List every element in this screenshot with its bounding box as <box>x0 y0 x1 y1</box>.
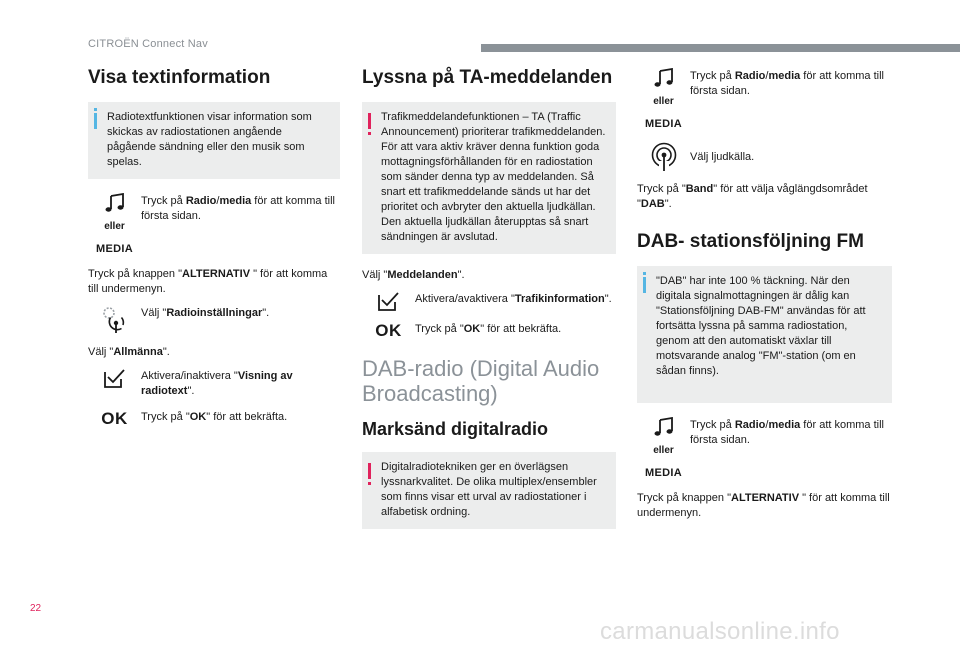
warning-text: Trafikmeddelandefunktionen – TA (Traffic Announcement) prioriterar trafikmeddelanden. För att vara aktiv kräver denna funktion goda mottagningsförhållanden för en radiostation som sänder denna typ av meddelanden. Så snart ett trafikmeddelande sänds ut har det prioritet och avbryter den aktuella ljudkällan. Den aktuella ljudkällan återupptas så snart sändningen är avslutad. <box>381 111 606 243</box>
header-bar <box>481 44 960 52</box>
ok-icon: OK <box>101 409 128 428</box>
warning-text: Digitalradiotekniken ger en överlägsen lyssnarkvalitet. De olika multiplex/ensembler som finns visar ett urval av radiostationer i alfabetisk ordning. <box>381 461 597 518</box>
media-label: MEDIA <box>645 467 682 479</box>
column-3 <box>637 62 892 529</box>
step-text: Tryck på Radio/media för att komma till första sidan. <box>690 70 884 97</box>
step-toggle-traffic <box>362 291 616 311</box>
step-text: Tryck på "OK" för att bekräfta. <box>141 411 288 423</box>
step-text: Välj "Radioinställningar". <box>141 307 270 319</box>
paragraph: Tryck på knappen "ALTERNATIV " för att komma till undermenyn. <box>88 268 328 295</box>
media-label: MEDIA <box>645 118 682 130</box>
paragraph: Välj "Meddelanden". <box>362 269 465 281</box>
info-box <box>637 266 892 403</box>
step-text: Tryck på "OK" för att bekräfta. <box>415 323 562 335</box>
music-note-icon <box>104 193 126 213</box>
page-number: 22 <box>30 603 42 614</box>
column-1 <box>88 62 340 436</box>
radio-settings-icon <box>100 305 130 335</box>
step-ok <box>88 409 340 426</box>
section-title: Lyssna på TA-meddelanden <box>362 67 613 88</box>
eller-label: eller <box>653 445 674 456</box>
paragraph: Tryck på knappen "ALTERNATIV " för att komma till undermenyn. <box>637 492 890 519</box>
section-title: Visa textinformation <box>88 67 271 88</box>
music-note-icon <box>653 417 675 437</box>
warning-icon <box>368 113 371 129</box>
column-2 <box>362 62 616 543</box>
step-radio-media <box>637 68 892 132</box>
warning-icon <box>368 463 371 479</box>
step-text: Aktivera/inaktivera "Visning av radiotext". <box>141 370 293 397</box>
eller-label: eller <box>104 221 125 232</box>
watermark: carmanualsonline.info <box>600 618 840 645</box>
step-text: Aktivera/avaktivera "Trafikinformation". <box>415 293 612 305</box>
paragraph: Tryck på "Band" för att välja våglängdsområdet "DAB". <box>637 183 868 210</box>
info-text: "DAB" har inte 100 % täckning. När den digitala signalmottagningen är dålig kan "Stationsföljning DAB-FM" användas för att fortsätta lyssna på samma radiostation, genom att den automatiskt växlar till motsvarande analog "FM"-station (om en sådan finns). <box>656 275 866 377</box>
step-text: Välj ljudkälla. <box>690 151 755 163</box>
warning-box <box>362 102 616 254</box>
checkbox-icon <box>378 291 400 311</box>
checkbox-icon <box>104 368 126 388</box>
info-icon <box>94 113 97 129</box>
step-radio-media <box>637 417 892 481</box>
section-title: Marksänd digitalradio <box>362 419 549 439</box>
info-box <box>88 102 340 179</box>
document-header: CITROËN Connect Nav <box>88 38 208 50</box>
section-title: DAB- stationsföljning FM <box>637 231 864 252</box>
step-ok <box>362 321 616 338</box>
ok-icon: OK <box>375 321 402 340</box>
paragraph: Välj "Allmänna". <box>88 346 170 358</box>
radio-antenna-icon <box>649 142 679 172</box>
eller-label: eller <box>653 96 674 107</box>
media-label: MEDIA <box>96 243 133 255</box>
music-note-icon <box>653 68 675 88</box>
chapter-title: DAB-radio (Digital Audio Broadcasting) <box>362 356 600 406</box>
step-radio-settings <box>88 305 340 335</box>
info-icon <box>643 277 646 293</box>
warning-box <box>362 452 616 529</box>
step-select-source <box>637 142 892 172</box>
step-text: Tryck på Radio/media för att komma till första sidan. <box>141 195 335 222</box>
step-text: Tryck på Radio/media för att komma till första sidan. <box>690 419 884 446</box>
step-toggle-radiotext <box>88 368 340 399</box>
step-radio-media <box>88 193 340 257</box>
info-text: Radiotextfunktionen visar information som skickas av radiostationen angående pågående sändning eller den musik som spelas. <box>107 111 312 168</box>
